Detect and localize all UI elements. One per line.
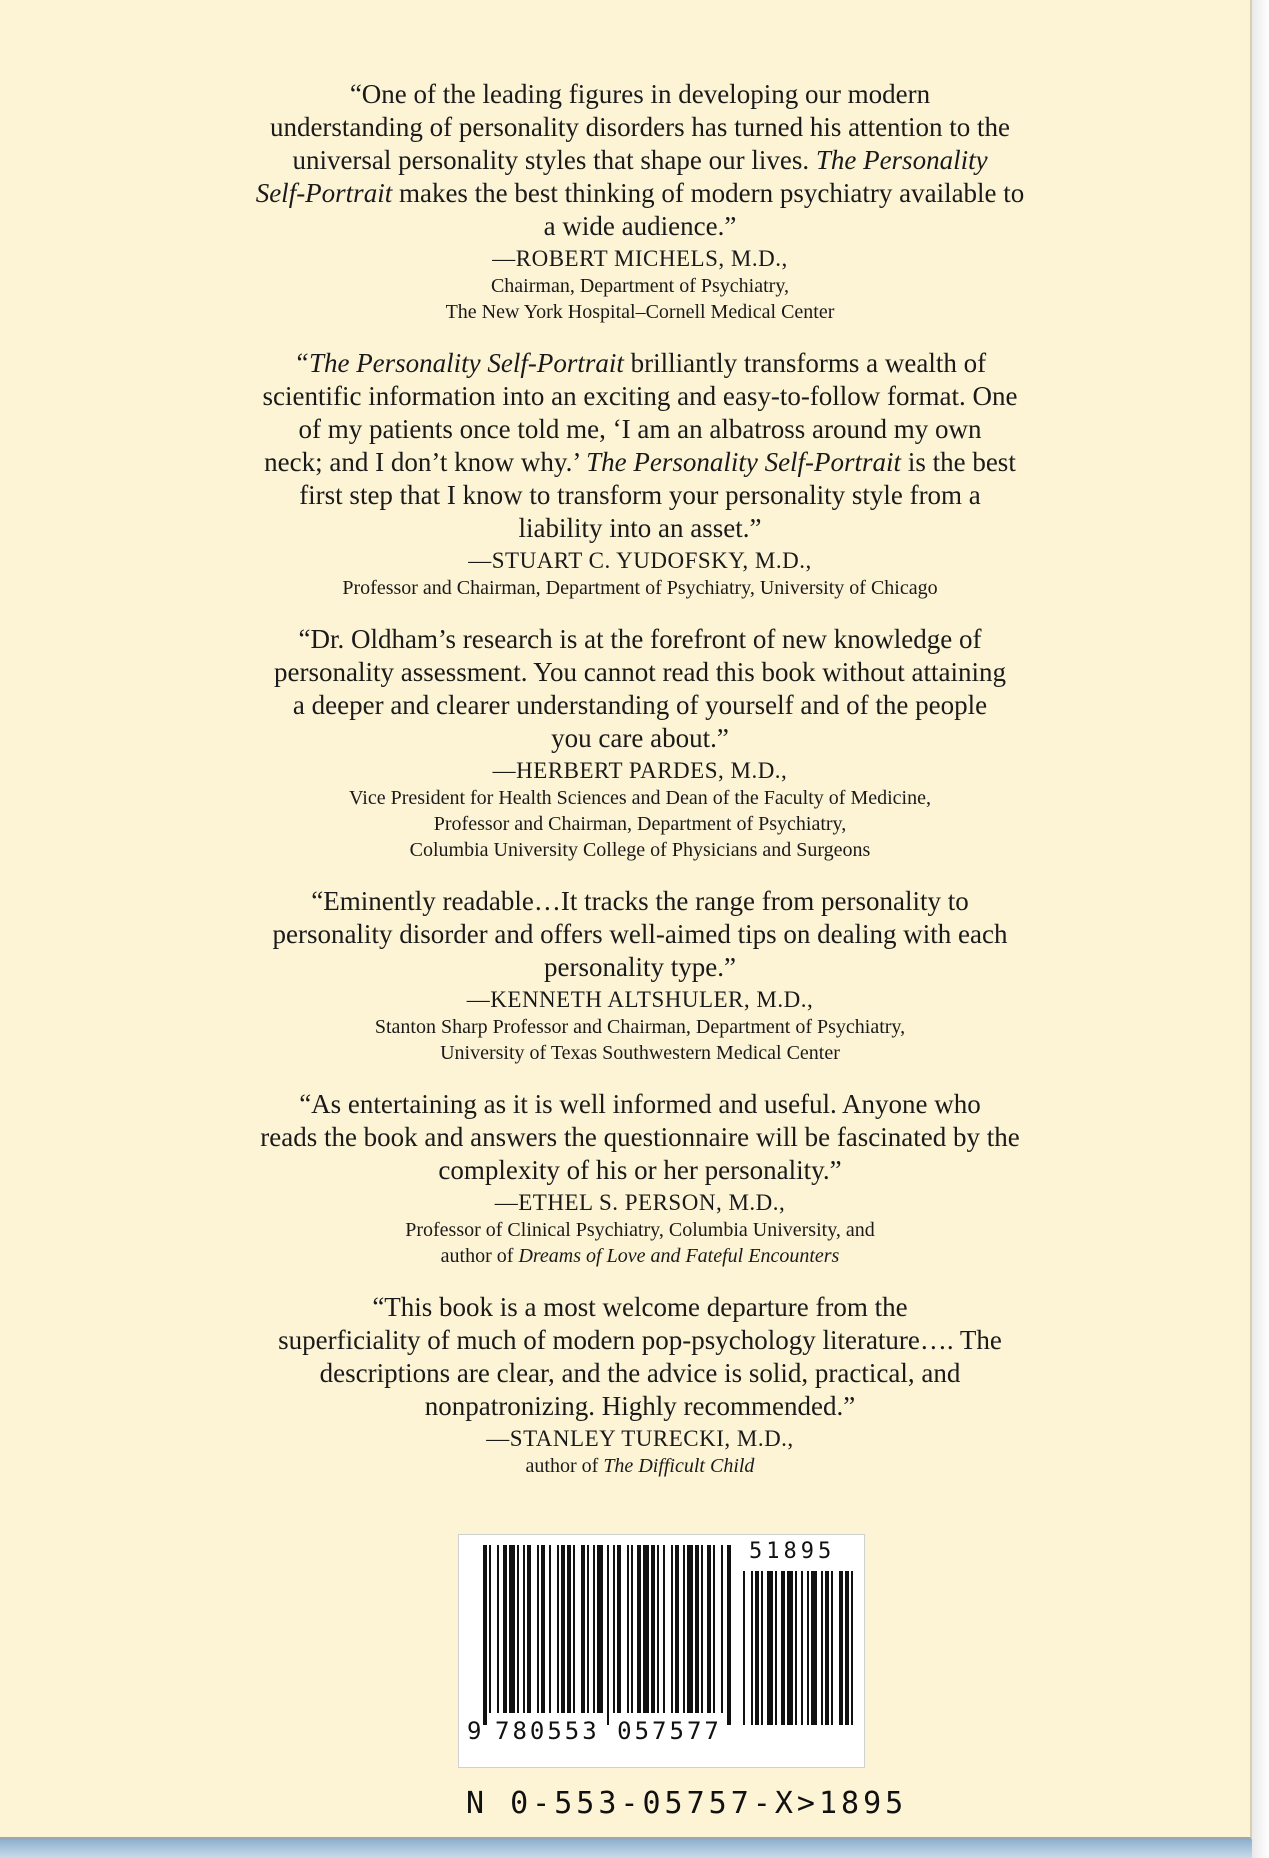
- blurb-list: [200, 78, 1080, 1501]
- blurb-yudofsky: [200, 347, 1080, 601]
- barcode-bar: [541, 1545, 545, 1713]
- addon-bar: [821, 1571, 823, 1725]
- blurb-author: —KENNETH ALTSHULER, M.D.,: [466, 987, 814, 1012]
- barcode-bar: [483, 1545, 487, 1725]
- barcode-bar: [497, 1545, 499, 1713]
- barcode-bar: [721, 1545, 723, 1713]
- barcode-bar: [713, 1545, 715, 1713]
- barcode-bar: [613, 1545, 615, 1713]
- addon-bar: [761, 1571, 763, 1725]
- book-title: The Difficult Child: [603, 1455, 755, 1477]
- ean-lead-digit: 9: [467, 1717, 482, 1745]
- blurb-altshuler: [200, 885, 1080, 1066]
- barcode-bar: [509, 1545, 515, 1713]
- barcode-bar: [663, 1545, 665, 1713]
- blurb-attribution: —STUART C. YUDOFSKY, M.D., Professor and Chairman, Department of Psychiatry, University of Chicago: [200, 547, 1080, 601]
- barcode-bar: [581, 1545, 585, 1713]
- addon-bar: [787, 1571, 793, 1725]
- addon-bar: [755, 1571, 759, 1725]
- blurb-quote: “One of the leading figures in developing our modern understanding of personality disorders has turned his attention to the universal personality styles that shape our lives. The Personality Self-Portrait makes the best thinking of modern psychiatry available to a wide audience.”: [255, 79, 1025, 241]
- barcode-bar: [637, 1545, 641, 1713]
- blurb-author: —ROBERT MICHELS, M.D.,: [492, 246, 788, 271]
- blurb-author: —STANLEY TURECKI, M.D.,: [486, 1426, 794, 1451]
- cover-bottom-edge: [0, 1840, 1252, 1858]
- blurb-quote: “This book is a most welcome departure from the superficiality of much of modern pop-psychology literature…. The descriptions are clear, and the advice is solid, practical, and nonpatronizing. Highly recommended.”: [278, 1292, 1002, 1421]
- page-edge: [1252, 0, 1269, 1858]
- addon-bar: [811, 1571, 817, 1725]
- barcode-bar: [517, 1545, 519, 1713]
- barcode: [458, 1534, 865, 1768]
- addon-bar: [795, 1571, 797, 1725]
- blurb-quote: “Dr. Oldham’s research is at the forefront of new knowledge of personality assessment. You cannot read this book without attaining a deeper and clearer understanding of yourself and of the people you care about.”: [274, 624, 1006, 753]
- barcode-bar: [597, 1545, 603, 1713]
- blurb-attribution: —ROBERT MICHELS, M.D., Chairman, Department of Psychiatry, The New York Hospital–Cornell Medical Center: [200, 245, 1080, 325]
- book-title: Dreams of Love and Fateful Encounters: [518, 1245, 840, 1267]
- addon-bar: [807, 1571, 809, 1725]
- barcode-bar: [607, 1545, 609, 1725]
- barcode-bar: [593, 1545, 595, 1713]
- addon-bar: [781, 1571, 785, 1725]
- barcode-bar: [701, 1545, 703, 1713]
- addon-bar: [845, 1571, 849, 1725]
- addon-bar: [801, 1571, 803, 1725]
- addon-bar: [751, 1571, 753, 1725]
- barcode-bar: [537, 1545, 539, 1713]
- barcode-bar: [687, 1545, 693, 1713]
- addon-bar: [767, 1571, 773, 1725]
- barcode-bar: [561, 1545, 565, 1713]
- addon-bar: [851, 1571, 853, 1725]
- barcode-bar: [727, 1545, 731, 1725]
- ean-digits: 780553 057577: [495, 1717, 722, 1745]
- barcode-bar: [557, 1545, 559, 1713]
- blurb-quote: “Eminently readable…It tracks the range from personality to personality disorder and offers well-aimed tips on dealing with each personality type.”: [272, 886, 1008, 982]
- barcode-bar: [695, 1545, 699, 1713]
- blurb-turecki: [200, 1291, 1080, 1479]
- blurb-attribution: —KENNETH ALTSHULER, M.D., Stanton Sharp Professor and Chairman, Department of Psychiatry, University of Texas Southwestern Medical Center: [200, 986, 1080, 1066]
- barcode-bar: [671, 1545, 673, 1713]
- barcode-bar: [587, 1545, 589, 1713]
- addon-bar: [775, 1571, 777, 1725]
- blurb-quote: “The Personality Self-Portrait brilliantly transforms a wealth of scientific information into an exciting and easy-to-follow format. One of my patients once told me, ‘I am an albatross around my own neck; and I don’t know why.’ The Personality Self-Portrait is the best first step that I know to transform your personality style from a liability into an asset.”: [262, 348, 1018, 543]
- isbn-line: N 0-553-05757-X>1895: [466, 1786, 908, 1821]
- barcode-bar: [617, 1545, 621, 1713]
- barcode-bar: [643, 1545, 649, 1713]
- barcode-bar: [675, 1545, 679, 1713]
- blurb-michels: [200, 78, 1080, 325]
- blurb-person: [200, 1088, 1080, 1269]
- blurb-author: —ETHEL S. PERSON, M.D.,: [494, 1190, 786, 1215]
- barcode-bar: [567, 1545, 571, 1713]
- addon-bar: [831, 1571, 833, 1725]
- barcode-bar: [651, 1545, 655, 1713]
- barcode-bar: [683, 1545, 685, 1713]
- blurb-attribution: —HERBERT PARDES, M.D., Vice President for Health Sciences and Dean of the Faculty of Medicine, Professor and Chairman, Department of Psychiatry, Columbia University College of Physicians and Surgeons: [200, 757, 1080, 863]
- barcode-bar: [573, 1545, 575, 1713]
- blurb-author: —HERBERT PARDES, M.D.,: [492, 758, 788, 783]
- addon-bar: [825, 1571, 829, 1725]
- blurb-attribution: —ETHEL S. PERSON, M.D., Professor of Clinical Psychiatry, Columbia University, and author of Dreams of Love and Fateful Encounters: [200, 1189, 1080, 1269]
- addon-bar: [743, 1571, 745, 1725]
- addon-bar: [839, 1571, 843, 1725]
- blurb-attribution: —STANLEY TURECKI, M.D., author of The Difficult Child: [200, 1425, 1080, 1479]
- barcode-bar: [707, 1545, 711, 1713]
- barcode-bar: [489, 1545, 491, 1713]
- barcode-bar: [631, 1545, 633, 1713]
- price-code: 51895: [749, 1539, 836, 1564]
- barcode-bar: [657, 1545, 659, 1713]
- barcode-bar: [627, 1545, 629, 1713]
- barcode-bar: [523, 1545, 525, 1713]
- blurb-author: —STUART C. YUDOFSKY, M.D.,: [468, 548, 812, 573]
- barcode-bar: [549, 1545, 551, 1713]
- barcode-bar: [503, 1545, 507, 1713]
- blurb-pardes: [200, 623, 1080, 863]
- barcode-bar: [527, 1545, 531, 1713]
- blurb-quote: “As entertaining as it is well informed and useful. Anyone who reads the book and answers the questionnaire will be fascinated by the complexity of his or her personality.”: [260, 1089, 1020, 1185]
